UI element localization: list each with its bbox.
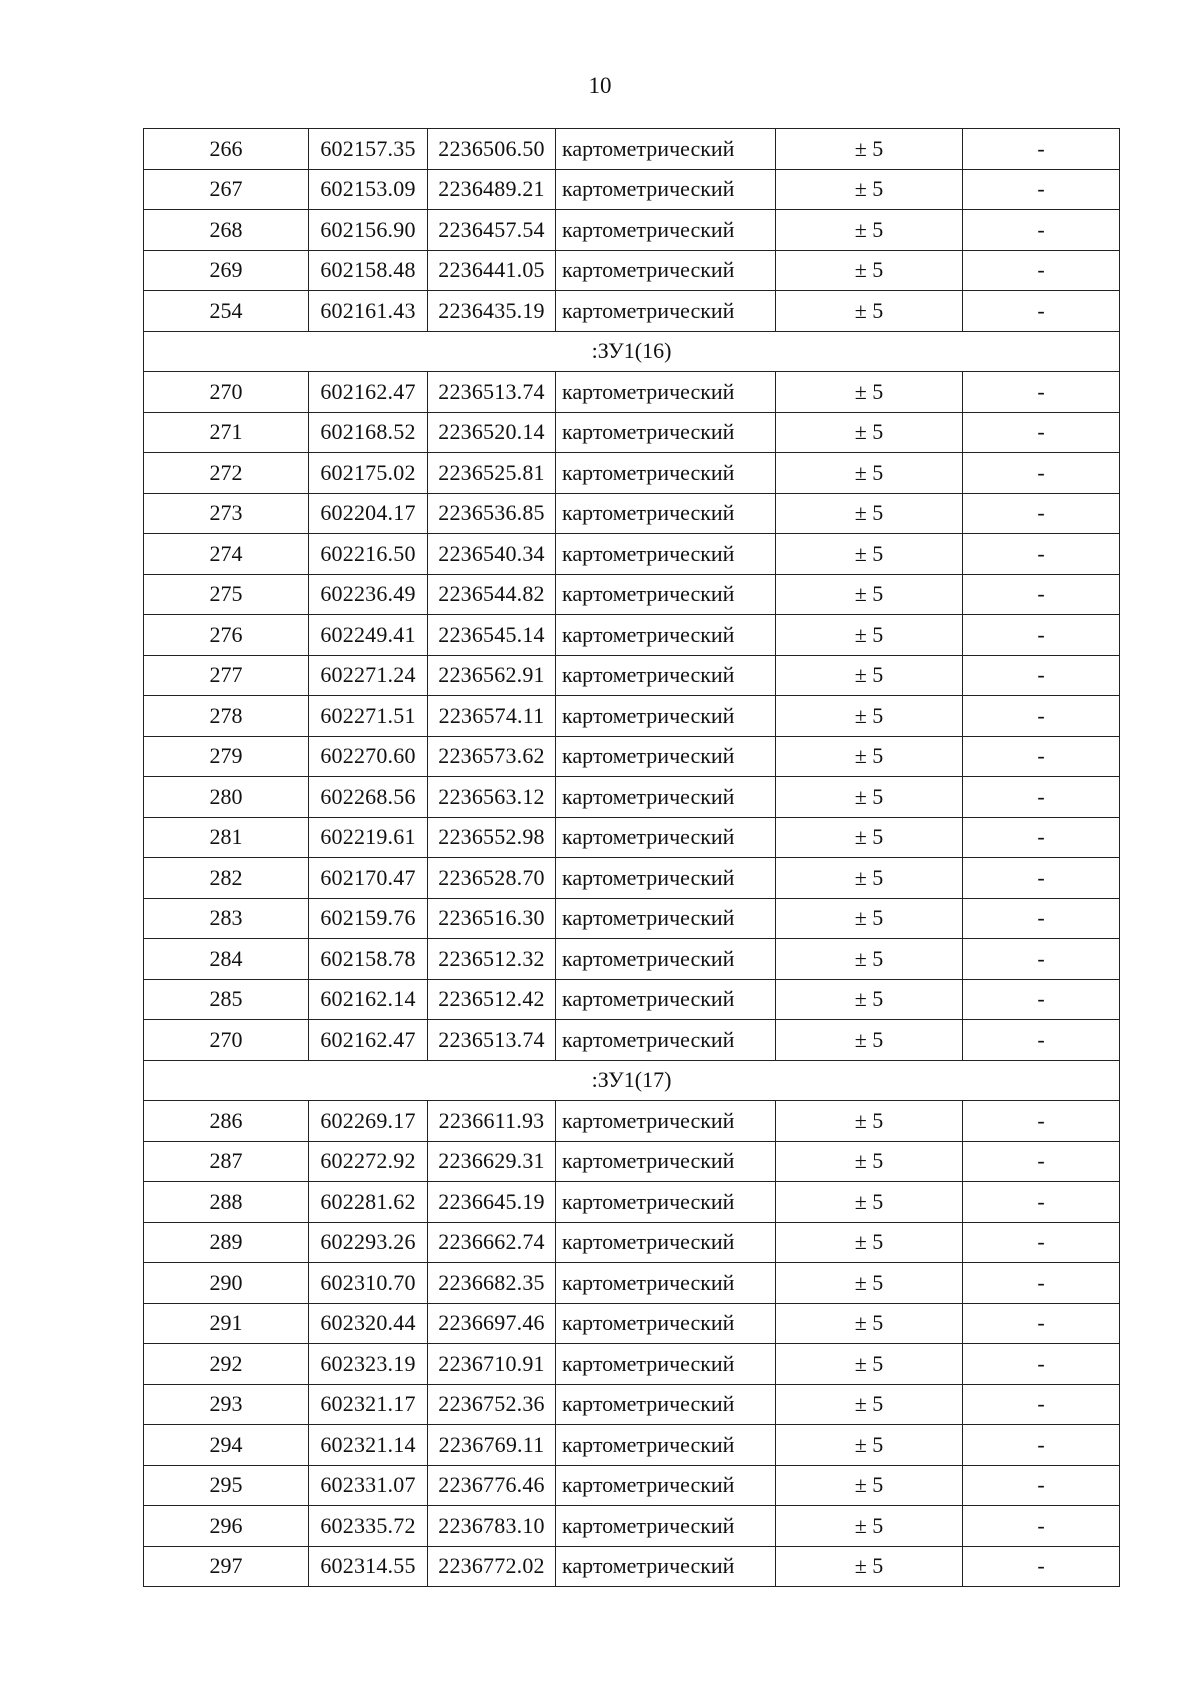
- point-number-cell: 285: [144, 979, 309, 1020]
- accuracy-cell: ± 5: [776, 210, 963, 251]
- accuracy-cell: ± 5: [776, 655, 963, 696]
- table-row: [144, 129, 1120, 170]
- note-cell: -: [963, 1222, 1120, 1263]
- table-row: [144, 777, 1120, 818]
- point-number-cell: 280: [144, 777, 309, 818]
- x-coordinate-cell: 602170.47: [309, 858, 428, 899]
- note-cell: -: [963, 898, 1120, 939]
- table-row: [144, 736, 1120, 777]
- table-row: [144, 1101, 1120, 1142]
- accuracy-cell: ± 5: [776, 1506, 963, 1547]
- y-coordinate-cell: 2236776.46: [428, 1465, 556, 1506]
- x-coordinate-cell: 602168.52: [309, 412, 428, 453]
- note-cell: -: [963, 696, 1120, 737]
- method-cell: картометрический: [556, 1384, 776, 1425]
- method-cell: картометрический: [556, 1141, 776, 1182]
- x-coordinate-cell: 602161.43: [309, 291, 428, 332]
- accuracy-cell: ± 5: [776, 1303, 963, 1344]
- method-cell: картометрический: [556, 1101, 776, 1142]
- method-cell: картометрический: [556, 291, 776, 332]
- point-number-cell: 269: [144, 250, 309, 291]
- accuracy-cell: ± 5: [776, 1182, 963, 1223]
- y-coordinate-cell: 2236525.81: [428, 453, 556, 494]
- method-cell: картометрический: [556, 1344, 776, 1385]
- point-number-cell: 271: [144, 412, 309, 453]
- point-number-cell: 254: [144, 291, 309, 332]
- method-cell: картометрический: [556, 453, 776, 494]
- x-coordinate-cell: 602314.55: [309, 1546, 428, 1587]
- note-cell: -: [963, 1182, 1120, 1223]
- method-cell: картометрический: [556, 1020, 776, 1061]
- y-coordinate-cell: 2236629.31: [428, 1141, 556, 1182]
- x-coordinate-cell: 602270.60: [309, 736, 428, 777]
- point-number-cell: 297: [144, 1546, 309, 1587]
- note-cell: -: [963, 615, 1120, 656]
- point-number-cell: 296: [144, 1506, 309, 1547]
- y-coordinate-cell: 2236769.11: [428, 1425, 556, 1466]
- y-coordinate-cell: 2236563.12: [428, 777, 556, 818]
- accuracy-cell: ± 5: [776, 615, 963, 656]
- point-number-cell: 270: [144, 1020, 309, 1061]
- accuracy-cell: ± 5: [776, 1141, 963, 1182]
- section-header-row: [144, 331, 1120, 372]
- x-coordinate-cell: 602293.26: [309, 1222, 428, 1263]
- note-cell: -: [963, 1384, 1120, 1425]
- table-row: [144, 534, 1120, 575]
- point-number-cell: 266: [144, 129, 309, 170]
- method-cell: картометрический: [556, 412, 776, 453]
- method-cell: картометрический: [556, 736, 776, 777]
- point-number-cell: 273: [144, 493, 309, 534]
- note-cell: -: [963, 1303, 1120, 1344]
- point-number-cell: 278: [144, 696, 309, 737]
- y-coordinate-cell: 2236783.10: [428, 1506, 556, 1547]
- x-coordinate-cell: 602249.41: [309, 615, 428, 656]
- note-cell: -: [963, 1506, 1120, 1547]
- section-label: :ЗУ1(16): [144, 331, 1120, 372]
- method-cell: картометрический: [556, 1546, 776, 1587]
- x-coordinate-cell: 602162.14: [309, 979, 428, 1020]
- point-number-cell: 272: [144, 453, 309, 494]
- x-coordinate-cell: 602321.14: [309, 1425, 428, 1466]
- x-coordinate-cell: 602272.92: [309, 1141, 428, 1182]
- method-cell: картометрический: [556, 1222, 776, 1263]
- x-coordinate-cell: 602159.76: [309, 898, 428, 939]
- accuracy-cell: ± 5: [776, 129, 963, 170]
- method-cell: картометрический: [556, 1506, 776, 1547]
- y-coordinate-cell: 2236752.36: [428, 1384, 556, 1425]
- table-row: [144, 1303, 1120, 1344]
- accuracy-cell: ± 5: [776, 979, 963, 1020]
- table-row: [144, 574, 1120, 615]
- method-cell: картометрический: [556, 250, 776, 291]
- y-coordinate-cell: 2236772.02: [428, 1546, 556, 1587]
- accuracy-cell: ± 5: [776, 291, 963, 332]
- table-row: [144, 372, 1120, 413]
- accuracy-cell: ± 5: [776, 534, 963, 575]
- y-coordinate-cell: 2236682.35: [428, 1263, 556, 1304]
- method-cell: картометрический: [556, 817, 776, 858]
- point-number-cell: 276: [144, 615, 309, 656]
- method-cell: картометрический: [556, 1465, 776, 1506]
- y-coordinate-cell: 2236710.91: [428, 1344, 556, 1385]
- table-row: [144, 412, 1120, 453]
- y-coordinate-cell: 2236520.14: [428, 412, 556, 453]
- note-cell: -: [963, 1425, 1120, 1466]
- point-number-cell: 292: [144, 1344, 309, 1385]
- table-row: [144, 1182, 1120, 1223]
- method-cell: картометрический: [556, 574, 776, 615]
- x-coordinate-cell: 602162.47: [309, 1020, 428, 1061]
- y-coordinate-cell: 2236435.19: [428, 291, 556, 332]
- accuracy-cell: ± 5: [776, 574, 963, 615]
- y-coordinate-cell: 2236545.14: [428, 615, 556, 656]
- method-cell: картометрический: [556, 655, 776, 696]
- x-coordinate-cell: 602335.72: [309, 1506, 428, 1547]
- accuracy-cell: ± 5: [776, 250, 963, 291]
- accuracy-cell: ± 5: [776, 1020, 963, 1061]
- method-cell: картометрический: [556, 534, 776, 575]
- method-cell: картометрический: [556, 777, 776, 818]
- section-label: :ЗУ1(17): [144, 1060, 1120, 1101]
- point-number-cell: 279: [144, 736, 309, 777]
- x-coordinate-cell: 602310.70: [309, 1263, 428, 1304]
- x-coordinate-cell: 602175.02: [309, 453, 428, 494]
- note-cell: -: [963, 534, 1120, 575]
- method-cell: картометрический: [556, 1263, 776, 1304]
- note-cell: -: [963, 817, 1120, 858]
- coordinates-table: [143, 128, 1120, 1587]
- point-number-cell: 294: [144, 1425, 309, 1466]
- x-coordinate-cell: 602269.17: [309, 1101, 428, 1142]
- accuracy-cell: ± 5: [776, 1344, 963, 1385]
- point-number-cell: 281: [144, 817, 309, 858]
- coordinates-table-body: [144, 129, 1120, 1587]
- note-cell: -: [963, 412, 1120, 453]
- table-row: [144, 1141, 1120, 1182]
- y-coordinate-cell: 2236573.62: [428, 736, 556, 777]
- y-coordinate-cell: 2236513.74: [428, 1020, 556, 1061]
- accuracy-cell: ± 5: [776, 817, 963, 858]
- y-coordinate-cell: 2236562.91: [428, 655, 556, 696]
- accuracy-cell: ± 5: [776, 898, 963, 939]
- accuracy-cell: ± 5: [776, 412, 963, 453]
- x-coordinate-cell: 602323.19: [309, 1344, 428, 1385]
- table-row: [144, 1465, 1120, 1506]
- table-row: [144, 250, 1120, 291]
- table-row: [144, 615, 1120, 656]
- table-row: [144, 169, 1120, 210]
- y-coordinate-cell: 2236645.19: [428, 1182, 556, 1223]
- x-coordinate-cell: 602204.17: [309, 493, 428, 534]
- y-coordinate-cell: 2236544.82: [428, 574, 556, 615]
- point-number-cell: 283: [144, 898, 309, 939]
- note-cell: -: [963, 1263, 1120, 1304]
- method-cell: картометрический: [556, 979, 776, 1020]
- x-coordinate-cell: 602281.62: [309, 1182, 428, 1223]
- y-coordinate-cell: 2236697.46: [428, 1303, 556, 1344]
- note-cell: -: [963, 250, 1120, 291]
- note-cell: -: [963, 372, 1120, 413]
- x-coordinate-cell: 602219.61: [309, 817, 428, 858]
- note-cell: -: [963, 453, 1120, 494]
- y-coordinate-cell: 2236611.93: [428, 1101, 556, 1142]
- x-coordinate-cell: 602158.48: [309, 250, 428, 291]
- accuracy-cell: ± 5: [776, 939, 963, 980]
- note-cell: -: [963, 574, 1120, 615]
- note-cell: -: [963, 1344, 1120, 1385]
- note-cell: -: [963, 1141, 1120, 1182]
- y-coordinate-cell: 2236574.11: [428, 696, 556, 737]
- accuracy-cell: ± 5: [776, 1425, 963, 1466]
- x-coordinate-cell: 602156.90: [309, 210, 428, 251]
- note-cell: -: [963, 1465, 1120, 1506]
- accuracy-cell: ± 5: [776, 696, 963, 737]
- point-number-cell: 268: [144, 210, 309, 251]
- table-row: [144, 291, 1120, 332]
- method-cell: картометрический: [556, 615, 776, 656]
- y-coordinate-cell: 2236536.85: [428, 493, 556, 534]
- note-cell: -: [963, 493, 1120, 534]
- x-coordinate-cell: 602153.09: [309, 169, 428, 210]
- point-number-cell: 277: [144, 655, 309, 696]
- y-coordinate-cell: 2236540.34: [428, 534, 556, 575]
- table-row: [144, 1020, 1120, 1061]
- point-number-cell: 282: [144, 858, 309, 899]
- table-row: [144, 696, 1120, 737]
- y-coordinate-cell: 2236552.98: [428, 817, 556, 858]
- note-cell: -: [963, 1020, 1120, 1061]
- note-cell: -: [963, 210, 1120, 251]
- point-number-cell: 284: [144, 939, 309, 980]
- y-coordinate-cell: 2236528.70: [428, 858, 556, 899]
- x-coordinate-cell: 602216.50: [309, 534, 428, 575]
- accuracy-cell: ± 5: [776, 1384, 963, 1425]
- point-number-cell: 290: [144, 1263, 309, 1304]
- method-cell: картометрический: [556, 210, 776, 251]
- note-cell: -: [963, 169, 1120, 210]
- accuracy-cell: ± 5: [776, 1222, 963, 1263]
- x-coordinate-cell: 602236.49: [309, 574, 428, 615]
- table-row: [144, 1506, 1120, 1547]
- x-coordinate-cell: 602158.78: [309, 939, 428, 980]
- method-cell: картометрический: [556, 939, 776, 980]
- point-number-cell: 295: [144, 1465, 309, 1506]
- y-coordinate-cell: 2236516.30: [428, 898, 556, 939]
- table-row: [144, 453, 1120, 494]
- y-coordinate-cell: 2236512.32: [428, 939, 556, 980]
- x-coordinate-cell: 602331.07: [309, 1465, 428, 1506]
- accuracy-cell: ± 5: [776, 1263, 963, 1304]
- table-row: [144, 210, 1120, 251]
- method-cell: картометрический: [556, 372, 776, 413]
- note-cell: -: [963, 291, 1120, 332]
- x-coordinate-cell: 602271.51: [309, 696, 428, 737]
- note-cell: -: [963, 777, 1120, 818]
- page-number: 10: [588, 73, 612, 98]
- note-cell: -: [963, 129, 1120, 170]
- x-coordinate-cell: 602321.17: [309, 1384, 428, 1425]
- accuracy-cell: ± 5: [776, 777, 963, 818]
- accuracy-cell: ± 5: [776, 1101, 963, 1142]
- note-cell: -: [963, 858, 1120, 899]
- y-coordinate-cell: 2236489.21: [428, 169, 556, 210]
- accuracy-cell: ± 5: [776, 1546, 963, 1587]
- table-row: [144, 1263, 1120, 1304]
- point-number-cell: 267: [144, 169, 309, 210]
- method-cell: картометрический: [556, 169, 776, 210]
- point-number-cell: 287: [144, 1141, 309, 1182]
- accuracy-cell: ± 5: [776, 169, 963, 210]
- x-coordinate-cell: 602320.44: [309, 1303, 428, 1344]
- accuracy-cell: ± 5: [776, 736, 963, 777]
- x-coordinate-cell: 602271.24: [309, 655, 428, 696]
- table-row: [144, 858, 1120, 899]
- table-row: [144, 1344, 1120, 1385]
- table-row: [144, 493, 1120, 534]
- note-cell: -: [963, 979, 1120, 1020]
- point-number-cell: 288: [144, 1182, 309, 1223]
- table-row: [144, 1546, 1120, 1587]
- point-number-cell: 270: [144, 372, 309, 413]
- y-coordinate-cell: 2236662.74: [428, 1222, 556, 1263]
- accuracy-cell: ± 5: [776, 1465, 963, 1506]
- point-number-cell: 291: [144, 1303, 309, 1344]
- note-cell: -: [963, 939, 1120, 980]
- table-row: [144, 655, 1120, 696]
- table-row: [144, 979, 1120, 1020]
- point-number-cell: 289: [144, 1222, 309, 1263]
- table-row: [144, 1425, 1120, 1466]
- point-number-cell: 286: [144, 1101, 309, 1142]
- note-cell: -: [963, 655, 1120, 696]
- table-row: [144, 1384, 1120, 1425]
- note-cell: -: [963, 1101, 1120, 1142]
- table-row: [144, 1222, 1120, 1263]
- x-coordinate-cell: 602162.47: [309, 372, 428, 413]
- table-row: [144, 939, 1120, 980]
- table-row: [144, 817, 1120, 858]
- method-cell: картометрический: [556, 858, 776, 899]
- accuracy-cell: ± 5: [776, 493, 963, 534]
- method-cell: картометрический: [556, 1182, 776, 1223]
- method-cell: картометрический: [556, 1425, 776, 1466]
- method-cell: картометрический: [556, 696, 776, 737]
- y-coordinate-cell: 2236513.74: [428, 372, 556, 413]
- table-row: [144, 898, 1120, 939]
- point-number-cell: 274: [144, 534, 309, 575]
- method-cell: картометрический: [556, 129, 776, 170]
- y-coordinate-cell: 2236506.50: [428, 129, 556, 170]
- accuracy-cell: ± 5: [776, 858, 963, 899]
- method-cell: картометрический: [556, 1303, 776, 1344]
- y-coordinate-cell: 2236512.42: [428, 979, 556, 1020]
- y-coordinate-cell: 2236457.54: [428, 210, 556, 251]
- section-header-row: [144, 1060, 1120, 1101]
- point-number-cell: 293: [144, 1384, 309, 1425]
- x-coordinate-cell: 602157.35: [309, 129, 428, 170]
- note-cell: -: [963, 1546, 1120, 1587]
- method-cell: картометрический: [556, 898, 776, 939]
- x-coordinate-cell: 602268.56: [309, 777, 428, 818]
- point-number-cell: 275: [144, 574, 309, 615]
- accuracy-cell: ± 5: [776, 372, 963, 413]
- y-coordinate-cell: 2236441.05: [428, 250, 556, 291]
- note-cell: -: [963, 736, 1120, 777]
- method-cell: картометрический: [556, 493, 776, 534]
- accuracy-cell: ± 5: [776, 453, 963, 494]
